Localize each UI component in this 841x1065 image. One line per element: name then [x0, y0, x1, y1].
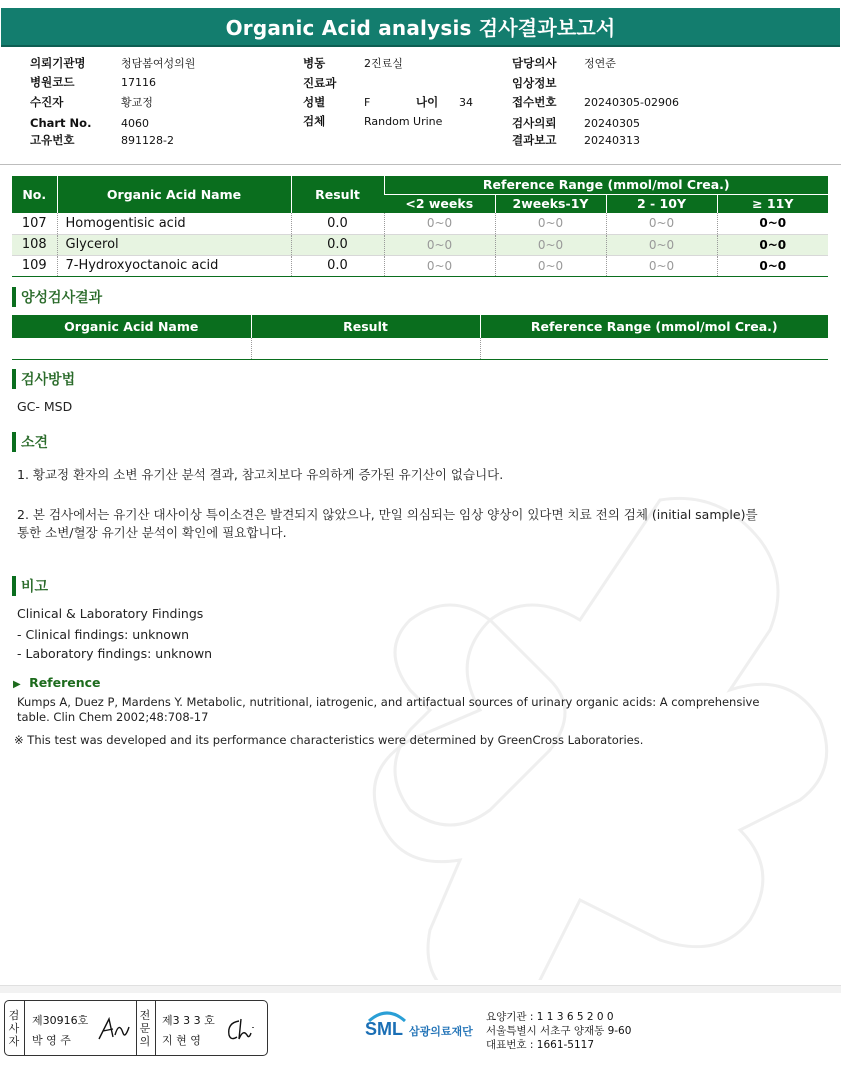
- logo-text: SML: [365, 1019, 403, 1039]
- label-clinical-info: 임상정보: [512, 76, 557, 90]
- box-divider: [24, 1001, 25, 1055]
- header-no: No.: [12, 176, 57, 213]
- value-age: 34: [459, 96, 473, 109]
- section-opinion: [12, 432, 48, 452]
- cell-range: 0~0: [495, 213, 606, 234]
- cell-name: Homogentisic acid: [57, 213, 291, 234]
- organization-name: 삼광의료재단: [409, 1025, 473, 1038]
- cell-range: 0~0: [717, 234, 828, 255]
- cell-no: 109: [12, 255, 57, 276]
- cell-name: Glycerol: [57, 234, 291, 255]
- value-specimen: Random Urine: [364, 115, 443, 128]
- label-char: 전: [139, 1009, 151, 1022]
- report-title: Organic Acid analysis 검사결과보고서: [1, 8, 840, 47]
- cell-name: 7-Hydroxyoctanoic acid: [57, 255, 291, 276]
- label-receipt-no: 접수번호: [512, 95, 557, 109]
- label-chart-no: Chart No.: [30, 116, 92, 130]
- method-text: GC- MSD: [17, 399, 73, 414]
- opinion-line-2a: 2. 본 검사에서는 유기산 대사이상 특이소견은 발견되지 않았으나, 만일 의심되는 임상 양상이 있다면 치료 전의 검체 (initial sample)를: [17, 507, 758, 522]
- label-patient-name: 수진자: [30, 95, 64, 109]
- opinion-line-1: 1. 황교정 환자의 소변 유기산 분석 결과, 참고치보다 유의하게 증가된 유기산이 없습니다.: [17, 467, 504, 482]
- table-row: [12, 338, 828, 359]
- empty-cell: [12, 338, 251, 359]
- examiner-label: [8, 1009, 20, 1048]
- value-ward: 2진료실: [364, 57, 403, 70]
- examiner-license-no: 제30916호: [32, 1014, 89, 1027]
- header-range-2weeks-1y: 2weeks-1Y: [495, 194, 606, 213]
- sml-logo: [365, 1007, 485, 1049]
- header-organic-acid-name: Organic Acid Name: [12, 315, 251, 338]
- label-specimen: 검체: [303, 114, 326, 128]
- positive-results-table: [12, 315, 828, 360]
- value-patient-name: 황교정: [121, 96, 153, 109]
- value-sex: F: [364, 96, 371, 109]
- section-title: 소견: [21, 435, 49, 451]
- footer-divider: [0, 985, 841, 993]
- value-unique-id: 891128-2: [121, 134, 174, 147]
- cell-range: 0~0: [495, 234, 606, 255]
- triangle-icon: ▶: [13, 679, 21, 690]
- cell-range: 0~0: [384, 255, 495, 276]
- section-bar: [12, 432, 16, 452]
- examiner-signature: [97, 1015, 131, 1043]
- value-doctor: 정연준: [584, 57, 616, 70]
- specialist-name: 지 현 영: [162, 1034, 201, 1047]
- specialist-license-no: 제3 3 3 호: [162, 1014, 215, 1027]
- box-divider: [155, 1001, 156, 1055]
- cell-range: 0~0: [606, 255, 717, 276]
- cell-no: 108: [12, 234, 57, 255]
- phone-line: 대표번호 : 1661-5117: [486, 1039, 595, 1051]
- table-row: [12, 213, 828, 234]
- section-title: 비고: [21, 579, 49, 595]
- header-organic-acid-name: Organic Acid Name: [57, 176, 291, 213]
- label-requesting-institution: 의뢰기관명: [30, 56, 86, 70]
- remarks-lab: - Laboratory findings: unknown: [17, 646, 213, 661]
- results-table: [12, 176, 828, 277]
- cell-result: 0.0: [291, 255, 384, 276]
- value-receipt-no: 20240305-02906: [584, 96, 679, 109]
- value-request-date: 20240305: [584, 117, 640, 130]
- label-sex: 성별: [303, 95, 326, 109]
- value-chart-no: 4060: [121, 117, 149, 130]
- label-department: 진료과: [303, 76, 337, 90]
- reference-line-1: Kumps A, Duez P, Mardens Y. Metabolic, nutritional, iatrogenic, and artifactual sources of urinary organic acids: A comprehensive: [17, 695, 760, 709]
- label-ward: 병동: [303, 56, 326, 70]
- header-result: Result: [251, 315, 480, 338]
- section-method: [12, 369, 75, 389]
- institution-code: 요양기관 : 1 1 3 6 5 2 0 0: [486, 1011, 614, 1023]
- label-unique-id: 고유번호: [30, 133, 75, 147]
- cell-range: 0~0: [717, 213, 828, 234]
- cell-range: 0~0: [384, 213, 495, 234]
- table-row: [12, 234, 828, 255]
- label-age: 나이: [416, 95, 439, 109]
- label-char: 자: [8, 1035, 20, 1048]
- table-row: [12, 255, 828, 276]
- label-char: 검: [8, 1009, 20, 1022]
- info-divider: [0, 164, 841, 165]
- value-report-date: 20240313: [584, 134, 640, 147]
- cell-range: 0~0: [606, 234, 717, 255]
- section-title: 양성검사결과: [21, 290, 103, 306]
- address-line: 서울특별시 서초구 양재동 9-60: [486, 1025, 632, 1037]
- cell-result: 0.0: [291, 234, 384, 255]
- remarks-clinical: - Clinical findings: unknown: [17, 627, 190, 642]
- label-doctor: 담당의사: [512, 56, 557, 70]
- section-positive-results: [12, 287, 102, 307]
- header-reference-range: Reference Range (mmol/mol Crea.): [480, 315, 828, 338]
- watermark-cross-graphic: [330, 480, 841, 980]
- header-range-under-2-weeks: <2 weeks: [384, 194, 495, 213]
- info-block: [0, 0, 841, 160]
- specialist-signature: [225, 1015, 259, 1043]
- header-range-11y-plus: ≥ 11Y: [717, 194, 828, 213]
- value-requesting-institution: 청담봄여성의원: [121, 57, 196, 70]
- cell-result: 0.0: [291, 213, 384, 234]
- section-bar: [12, 576, 16, 596]
- section-bar: [12, 369, 16, 389]
- cell-range: 0~0: [495, 255, 606, 276]
- empty-cell: [251, 338, 480, 359]
- section-bar: [12, 287, 16, 307]
- section-title: 검사방법: [21, 372, 76, 388]
- header-range-2-10y: 2 - 10Y: [606, 194, 717, 213]
- remarks-heading: Clinical & Laboratory Findings: [17, 606, 204, 621]
- footer-address: [486, 1010, 631, 1052]
- signature-box: [4, 1000, 268, 1056]
- examiner-name: 박 영 주: [32, 1034, 71, 1047]
- empty-cell: [480, 338, 828, 359]
- disclaimer-note: ※ This test was developed and its performance characteristics were determined by GreenCross Laboratories.: [14, 733, 644, 747]
- cell-range: 0~0: [717, 255, 828, 276]
- label-char: 문: [139, 1022, 151, 1035]
- cell-no: 107: [12, 213, 57, 234]
- label-request-date: 검사의뢰: [512, 116, 557, 130]
- reference-line-2: table. Clin Chem 2002;48:708-17: [17, 710, 209, 724]
- box-divider: [136, 1001, 137, 1055]
- reference-heading: [13, 675, 101, 690]
- specialist-label: [139, 1009, 151, 1048]
- header-result: Result: [291, 176, 384, 213]
- label-hospital-code: 병원코드: [30, 75, 75, 89]
- header-reference-range: Reference Range (mmol/mol Crea.): [384, 176, 828, 194]
- cell-range: 0~0: [606, 213, 717, 234]
- value-hospital-code: 17116: [121, 76, 156, 89]
- section-remarks: [12, 576, 48, 596]
- label-char: 사: [8, 1022, 20, 1035]
- opinion-line-2b: 통한 소변/혈장 유기산 분석이 확인에 필요합니다.: [17, 525, 287, 540]
- label-report-date: 결과보고: [512, 133, 557, 147]
- label-char: 의: [139, 1035, 151, 1048]
- reference-title: Reference: [29, 675, 101, 690]
- cell-range: 0~0: [384, 234, 495, 255]
